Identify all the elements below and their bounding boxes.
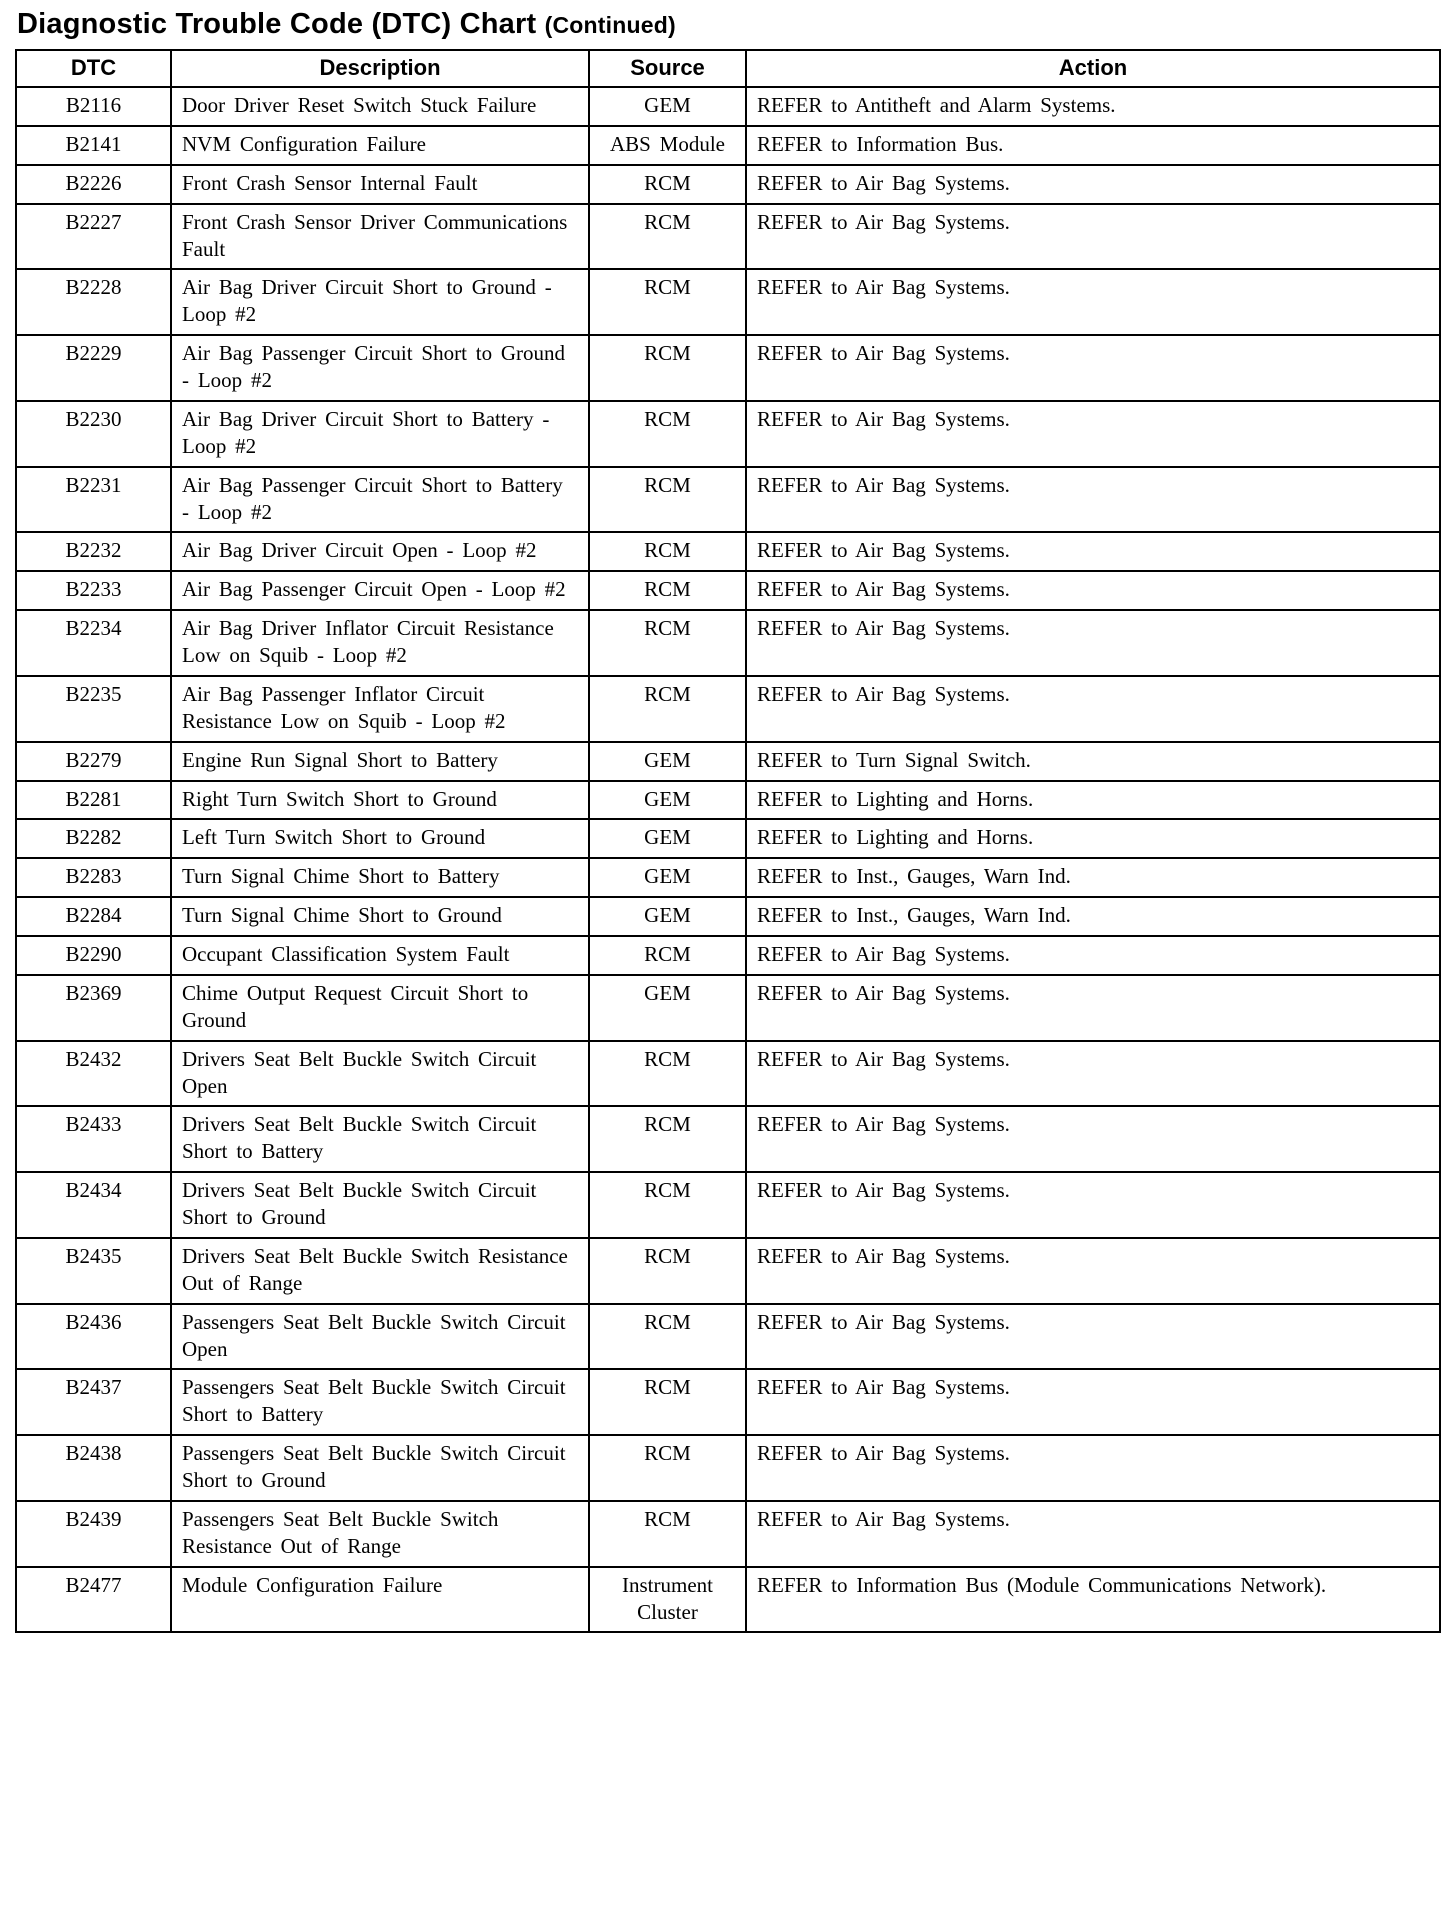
description-cell: Chime Output Request Circuit Short to Ground <box>171 975 589 1041</box>
dtc-cell: B2438 <box>16 1435 171 1501</box>
source-cell: RCM <box>589 335 746 401</box>
table-row <box>16 1238 1440 1304</box>
table-row <box>16 571 1440 610</box>
action-cell: REFER to Air Bag Systems. <box>746 571 1440 610</box>
description-cell: Drivers Seat Belt Buckle Switch Resistance Out of Range <box>171 1238 589 1304</box>
description-cell: Turn Signal Chime Short to Battery <box>171 858 589 897</box>
dtc-cell: B2228 <box>16 269 171 335</box>
column-header-description: Description <box>171 50 589 87</box>
source-cell: RCM <box>589 1435 746 1501</box>
description-cell: Drivers Seat Belt Buckle Switch Circuit Short to Ground <box>171 1172 589 1238</box>
source-cell: RCM <box>589 1106 746 1172</box>
table-row <box>16 610 1440 676</box>
source-cell: GEM <box>589 87 746 126</box>
table-row <box>16 165 1440 204</box>
source-cell: RCM <box>589 571 746 610</box>
description-cell: Passengers Seat Belt Buckle Switch Circuit Short to Battery <box>171 1369 589 1435</box>
action-cell: REFER to Air Bag Systems. <box>746 467 1440 533</box>
description-cell: Drivers Seat Belt Buckle Switch Circuit Open <box>171 1041 589 1107</box>
description-cell: Air Bag Driver Circuit Open - Loop #2 <box>171 532 589 571</box>
action-cell: REFER to Air Bag Systems. <box>746 1304 1440 1370</box>
dtc-cell: B2477 <box>16 1567 171 1633</box>
dtc-table <box>15 49 1441 1633</box>
source-cell: RCM <box>589 1369 746 1435</box>
description-cell: Air Bag Driver Inflator Circuit Resistance Low on Squib - Loop #2 <box>171 610 589 676</box>
source-cell: RCM <box>589 1041 746 1107</box>
dtc-cell: B2232 <box>16 532 171 571</box>
action-cell: REFER to Air Bag Systems. <box>746 532 1440 571</box>
source-cell: GEM <box>589 742 746 781</box>
source-cell: GEM <box>589 897 746 936</box>
dtc-cell: B2290 <box>16 936 171 975</box>
dtc-cell: B2116 <box>16 87 171 126</box>
action-cell: REFER to Turn Signal Switch. <box>746 742 1440 781</box>
action-cell: REFER to Information Bus (Module Communications Network). <box>746 1567 1440 1633</box>
description-cell: Module Configuration Failure <box>171 1567 589 1633</box>
source-cell: GEM <box>589 781 746 820</box>
source-cell: RCM <box>589 204 746 270</box>
description-cell: Left Turn Switch Short to Ground <box>171 819 589 858</box>
dtc-cell: B2282 <box>16 819 171 858</box>
source-cell: RCM <box>589 1172 746 1238</box>
table-row <box>16 1435 1440 1501</box>
source-cell: RCM <box>589 401 746 467</box>
dtc-cell: B2432 <box>16 1041 171 1107</box>
table-row <box>16 1567 1440 1633</box>
description-cell: Air Bag Passenger Circuit Short to Battery - Loop #2 <box>171 467 589 533</box>
table-row <box>16 532 1440 571</box>
table-row <box>16 335 1440 401</box>
dtc-cell: B2284 <box>16 897 171 936</box>
dtc-cell: B2433 <box>16 1106 171 1172</box>
action-cell: REFER to Air Bag Systems. <box>746 1041 1440 1107</box>
description-cell: Air Bag Passenger Circuit Open - Loop #2 <box>171 571 589 610</box>
table-row <box>16 1304 1440 1370</box>
source-cell: RCM <box>589 1238 746 1304</box>
dtc-cell: B2439 <box>16 1501 171 1567</box>
description-cell: Passengers Seat Belt Buckle Switch Resistance Out of Range <box>171 1501 589 1567</box>
source-cell: RCM <box>589 936 746 975</box>
description-cell: Engine Run Signal Short to Battery <box>171 742 589 781</box>
source-cell: RCM <box>589 269 746 335</box>
action-cell: REFER to Air Bag Systems. <box>746 165 1440 204</box>
dtc-cell: B2279 <box>16 742 171 781</box>
action-cell: REFER to Inst., Gauges, Warn Ind. <box>746 858 1440 897</box>
table-row <box>16 87 1440 126</box>
table-row <box>16 897 1440 936</box>
action-cell: REFER to Lighting and Horns. <box>746 781 1440 820</box>
table-row <box>16 936 1440 975</box>
table-row <box>16 1041 1440 1107</box>
description-cell: Front Crash Sensor Driver Communications Fault <box>171 204 589 270</box>
dtc-cell: B2235 <box>16 676 171 742</box>
page-title-text: Diagnostic Trouble Code (DTC) Chart <box>17 8 537 40</box>
dtc-cell: B2436 <box>16 1304 171 1370</box>
table-row <box>16 401 1440 467</box>
dtc-cell: B2437 <box>16 1369 171 1435</box>
description-cell: Front Crash Sensor Internal Fault <box>171 165 589 204</box>
source-cell: GEM <box>589 975 746 1041</box>
table-row <box>16 204 1440 270</box>
action-cell: REFER to Air Bag Systems. <box>746 1106 1440 1172</box>
description-cell: Air Bag Passenger Inflator Circuit Resistance Low on Squib - Loop #2 <box>171 676 589 742</box>
action-cell: REFER to Air Bag Systems. <box>746 401 1440 467</box>
source-cell: RCM <box>589 1501 746 1567</box>
table-body <box>16 87 1440 1632</box>
source-cell: RCM <box>589 532 746 571</box>
source-cell: GEM <box>589 819 746 858</box>
action-cell: REFER to Air Bag Systems. <box>746 1238 1440 1304</box>
action-cell: REFER to Air Bag Systems. <box>746 1435 1440 1501</box>
dtc-cell: B2230 <box>16 401 171 467</box>
action-cell: REFER to Air Bag Systems. <box>746 676 1440 742</box>
action-cell: REFER to Air Bag Systems. <box>746 1369 1440 1435</box>
dtc-cell: B2229 <box>16 335 171 401</box>
dtc-cell: B2283 <box>16 858 171 897</box>
dtc-cell: B2233 <box>16 571 171 610</box>
description-cell: Door Driver Reset Switch Stuck Failure <box>171 87 589 126</box>
description-cell: Right Turn Switch Short to Ground <box>171 781 589 820</box>
page-title <box>17 8 1441 41</box>
source-cell: RCM <box>589 676 746 742</box>
action-cell: REFER to Air Bag Systems. <box>746 269 1440 335</box>
source-cell: GEM <box>589 858 746 897</box>
action-cell: REFER to Air Bag Systems. <box>746 335 1440 401</box>
action-cell: REFER to Air Bag Systems. <box>746 936 1440 975</box>
table-row <box>16 1369 1440 1435</box>
page-title-continued: (Continued) <box>544 12 676 38</box>
table-row <box>16 819 1440 858</box>
description-cell: Air Bag Driver Circuit Short to Ground - Loop #2 <box>171 269 589 335</box>
action-cell: REFER to Air Bag Systems. <box>746 204 1440 270</box>
table-row <box>16 781 1440 820</box>
table-row <box>16 269 1440 335</box>
dtc-cell: B2234 <box>16 610 171 676</box>
table-row <box>16 742 1440 781</box>
table-row <box>16 1501 1440 1567</box>
description-cell: NVM Configuration Failure <box>171 126 589 165</box>
action-cell: REFER to Inst., Gauges, Warn Ind. <box>746 897 1440 936</box>
table-row <box>16 467 1440 533</box>
source-cell: RCM <box>589 165 746 204</box>
column-header-dtc: DTC <box>16 50 171 87</box>
source-cell: ABS Module <box>589 126 746 165</box>
description-cell: Air Bag Passenger Circuit Short to Ground - Loop #2 <box>171 335 589 401</box>
source-cell: RCM <box>589 610 746 676</box>
table-header-row <box>16 50 1440 87</box>
action-cell: REFER to Air Bag Systems. <box>746 610 1440 676</box>
dtc-cell: B2231 <box>16 467 171 533</box>
description-cell: Occupant Classification System Fault <box>171 936 589 975</box>
table-row <box>16 858 1440 897</box>
column-header-source: Source <box>589 50 746 87</box>
description-cell: Passengers Seat Belt Buckle Switch Circuit Short to Ground <box>171 1435 589 1501</box>
action-cell: REFER to Air Bag Systems. <box>746 1172 1440 1238</box>
action-cell: REFER to Air Bag Systems. <box>746 1501 1440 1567</box>
action-cell: REFER to Antitheft and Alarm Systems. <box>746 87 1440 126</box>
action-cell: REFER to Information Bus. <box>746 126 1440 165</box>
description-cell: Turn Signal Chime Short to Ground <box>171 897 589 936</box>
column-header-action: Action <box>746 50 1440 87</box>
table-row <box>16 676 1440 742</box>
dtc-cell: B2369 <box>16 975 171 1041</box>
source-cell: RCM <box>589 1304 746 1370</box>
description-cell: Drivers Seat Belt Buckle Switch Circuit Short to Battery <box>171 1106 589 1172</box>
table-row <box>16 1106 1440 1172</box>
dtc-cell: B2226 <box>16 165 171 204</box>
table-row <box>16 1172 1440 1238</box>
dtc-cell: B2141 <box>16 126 171 165</box>
description-cell: Air Bag Driver Circuit Short to Battery - Loop #2 <box>171 401 589 467</box>
description-cell: Passengers Seat Belt Buckle Switch Circuit Open <box>171 1304 589 1370</box>
table-row <box>16 975 1440 1041</box>
dtc-cell: B2227 <box>16 204 171 270</box>
dtc-cell: B2435 <box>16 1238 171 1304</box>
table-row <box>16 126 1440 165</box>
action-cell: REFER to Air Bag Systems. <box>746 975 1440 1041</box>
dtc-cell: B2434 <box>16 1172 171 1238</box>
source-cell: RCM <box>589 467 746 533</box>
dtc-cell: B2281 <box>16 781 171 820</box>
action-cell: REFER to Lighting and Horns. <box>746 819 1440 858</box>
source-cell: Instrument Cluster <box>589 1567 746 1633</box>
